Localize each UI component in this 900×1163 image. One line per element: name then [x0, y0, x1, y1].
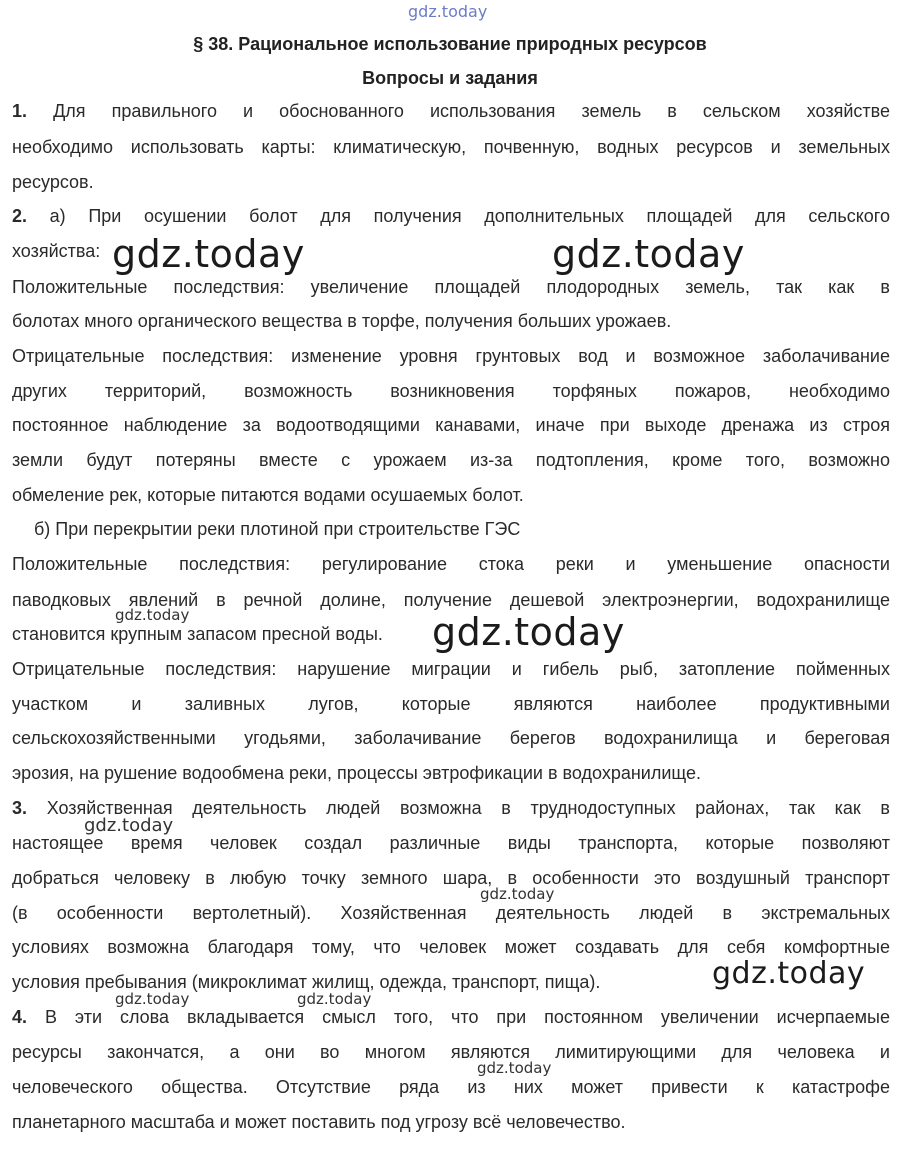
- text-line: болотах много органического вещества в торфе, получения больших урожаев.: [12, 311, 672, 331]
- watermark: gdz.today: [712, 956, 866, 991]
- watermark-small: gdz.today: [115, 990, 190, 1008]
- watermark: gdz.today: [432, 610, 625, 654]
- text-line: 4. В эти слова вкладывается смысл того, что при постоянном увеличении исчерпаемые: [12, 1007, 890, 1027]
- section-subtitle: Вопросы и задания: [362, 68, 538, 88]
- watermark: gdz.today: [112, 232, 305, 276]
- text-line: настоящее время человек создал различные виды транспорта, которые позволяют: [12, 833, 890, 853]
- text-line: хозяйства:: [12, 241, 101, 261]
- text-line: других территорий, возможность возникновения торфяных пожаров, необходимо: [12, 381, 890, 401]
- watermark: gdz.today: [552, 232, 745, 276]
- text-line: (в особенности вертолетный). Хозяйственная деятельность людей в экстремальных: [12, 903, 890, 923]
- text-line: сельскохозяйственными угодьями, заболачивание берегов водохранилища и береговая: [12, 728, 890, 748]
- text-line: ресурсов.: [12, 172, 94, 192]
- watermark-small: gdz.today: [84, 815, 174, 836]
- text-line: ресурсы закончатся, а они во многом являются лимитирующими для человека и: [12, 1042, 890, 1062]
- text-line: эрозия, на рушение водообмена реки, процессы эвтрофикации в водохранилище.: [12, 763, 702, 783]
- watermark-small: gdz.today: [477, 1059, 552, 1077]
- text-line: Отрицательные последствия: нарушение миграции и гибель рыб, затопление пойменных: [12, 659, 890, 679]
- text-line: становится крупным запасом пресной воды.: [12, 624, 383, 644]
- text-line: б) При перекрытии реки плотиной при строительстве ГЭС: [34, 519, 521, 539]
- section-title: § 38. Рациональное использование природных ресурсов: [193, 34, 707, 54]
- text-line: Положительные последствия: регулирование стока реки и уменьшение опасности: [12, 554, 890, 574]
- text-line: планетарного масштаба и может поставить под угрозу всё человечество.: [12, 1112, 626, 1132]
- text-line: земли будут потеряны вместе с урожаем из-за подтопления, кроме того, возможно: [12, 450, 890, 470]
- text-line: паводковых явлений в речной долине, получение дешевой электроэнергии, водохранилище: [12, 590, 890, 610]
- watermark-small: gdz.today: [480, 885, 555, 903]
- text-line: постоянное наблюдение за водоотводящими канавами, иначе при выходе дренажа из строя: [12, 415, 890, 435]
- text-line: необходимо использовать карты: климатическую, почвенную, водных ресурсов и земельных: [12, 137, 890, 157]
- text-line: добраться человеку в любую точку земного шара, в особенности это воздушный транспорт: [12, 868, 890, 888]
- text-line: условиях возможна благодаря тому, что человек может создавать для себя комфортные: [12, 937, 890, 957]
- watermark-top: gdz.today: [408, 2, 488, 21]
- text-line: 1. Для правильного и обоснованного использования земель в сельском хозяйстве: [12, 101, 890, 121]
- text-line: 3. Хозяйственная деятельность людей возможна в труднодоступных районах, так как в: [12, 798, 890, 818]
- text-line: Положительные последствия: увеличение площадей плодородных земель, так как в: [12, 277, 890, 297]
- text-line: условия пребывания (микроклимат жилищ, одежда, транспорт, пища).: [12, 972, 601, 992]
- watermark-small: gdz.today: [297, 990, 372, 1008]
- text-line: участком и заливных лугов, которые являются наиболее продуктивными: [12, 694, 890, 714]
- text-line: человеческого общества. Отсутствие ряда из них может привести к катастрофе: [12, 1077, 890, 1097]
- text-line: Отрицательные последствия: изменение уровня грунтовых вод и возможное заболачивание: [12, 346, 890, 366]
- text-line: обмеление рек, которые питаются водами осушаемых болот.: [12, 485, 524, 505]
- text-line: 2. а) При осушении болот для получения дополнительных площадей для сельского: [12, 206, 890, 226]
- watermark-small: gdz.today: [115, 606, 190, 624]
